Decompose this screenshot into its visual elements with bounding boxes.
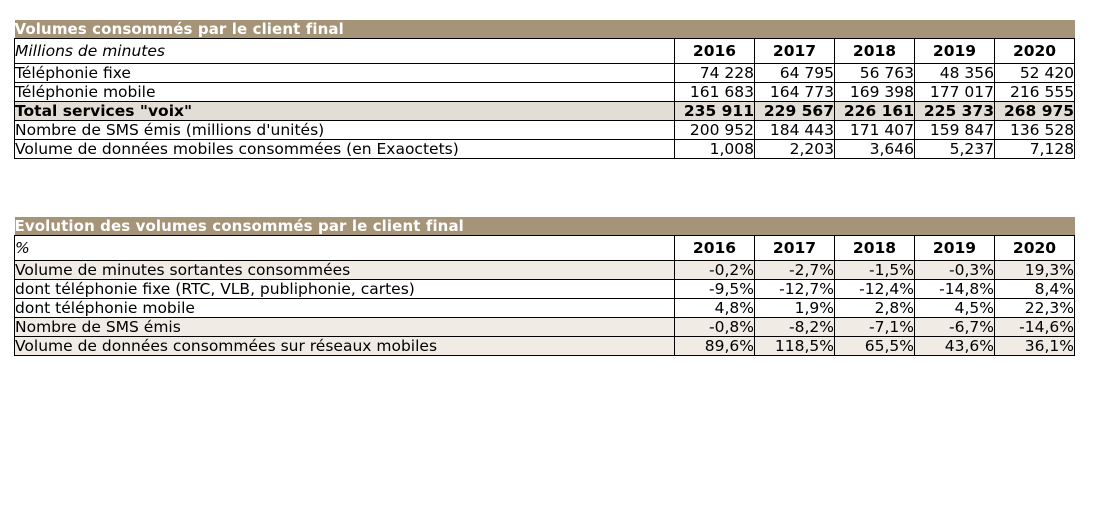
row-value: 56 763: [835, 64, 915, 83]
document-body: [14, 20, 1078, 356]
table-evolution-volumes: [14, 217, 1075, 356]
table-title-row: [15, 20, 1075, 39]
table-row: [15, 280, 1075, 299]
row-value: 43,6%: [915, 337, 995, 356]
column-header-year: 2020: [995, 236, 1075, 261]
row-value: -8,2%: [755, 318, 835, 337]
row-value: -12,4%: [835, 280, 915, 299]
row-value: 36,1%: [995, 337, 1075, 356]
row-value: 4,8%: [675, 299, 755, 318]
row-value: 164 773: [755, 83, 835, 102]
row-label: Volume de données consommées sur réseaux mobiles: [15, 337, 675, 356]
row-value: 48 356: [915, 64, 995, 83]
row-value: 200 952: [675, 121, 755, 140]
row-value: 22,3%: [995, 299, 1075, 318]
row-label: Nombre de SMS émis: [15, 318, 675, 337]
table-header-row: [15, 236, 1075, 261]
row-value: 169 398: [835, 83, 915, 102]
row-label: Total services "voix": [15, 102, 675, 121]
table-row: [15, 299, 1075, 318]
table-header-row: [15, 39, 1075, 64]
row-value: -6,7%: [915, 318, 995, 337]
unit-label: %: [15, 236, 675, 261]
row-value: 52 420: [995, 64, 1075, 83]
row-value: -14,6%: [995, 318, 1075, 337]
table-row: [15, 261, 1075, 280]
row-value: 1,008: [675, 140, 755, 159]
row-value: -0,8%: [675, 318, 755, 337]
row-value: 64 795: [755, 64, 835, 83]
row-value: -14,8%: [915, 280, 995, 299]
row-value: 74 228: [675, 64, 755, 83]
row-value: 7,128: [995, 140, 1075, 159]
table-row: [15, 318, 1075, 337]
row-value: -9,5%: [675, 280, 755, 299]
row-value: 2,203: [755, 140, 835, 159]
row-label: dont téléphonie fixe (RTC, VLB, publiphonie, cartes): [15, 280, 675, 299]
table-title: Evolution des volumes consommés par le client final: [15, 217, 1075, 236]
table-row: [15, 83, 1075, 102]
column-header-year: 2017: [755, 236, 835, 261]
row-value: 3,646: [835, 140, 915, 159]
table-row: [15, 121, 1075, 140]
row-value: 216 555: [995, 83, 1075, 102]
row-value: 89,6%: [675, 337, 755, 356]
row-label: Volume de minutes sortantes consommées: [15, 261, 675, 280]
column-header-year: 2019: [915, 39, 995, 64]
column-header-year: 2018: [835, 236, 915, 261]
row-label: dont téléphonie mobile: [15, 299, 675, 318]
row-value: 229 567: [755, 102, 835, 121]
row-value: 161 683: [675, 83, 755, 102]
row-label: Nombre de SMS émis (millions d'unités): [15, 121, 675, 140]
column-header-year: 2017: [755, 39, 835, 64]
row-label: Volume de données mobiles consommées (en Exaoctets): [15, 140, 675, 159]
row-value: -0,3%: [915, 261, 995, 280]
row-value: 118,5%: [755, 337, 835, 356]
row-value: 177 017: [915, 83, 995, 102]
table-spacer: [14, 159, 1078, 217]
column-header-year: 2018: [835, 39, 915, 64]
row-value: 1,9%: [755, 299, 835, 318]
row-value: -12,7%: [755, 280, 835, 299]
row-label: Téléphonie fixe: [15, 64, 675, 83]
row-value: 65,5%: [835, 337, 915, 356]
table-row: [15, 337, 1075, 356]
row-value: -1,5%: [835, 261, 915, 280]
row-value: 226 161: [835, 102, 915, 121]
row-value: 136 528: [995, 121, 1075, 140]
row-value: 184 443: [755, 121, 835, 140]
row-value: 159 847: [915, 121, 995, 140]
row-value: 2,8%: [835, 299, 915, 318]
row-label: Téléphonie mobile: [15, 83, 675, 102]
row-value: 4,5%: [915, 299, 995, 318]
row-value: -2,7%: [755, 261, 835, 280]
column-header-year: 2020: [995, 39, 1075, 64]
row-value: -0,2%: [675, 261, 755, 280]
column-header-year: 2019: [915, 236, 995, 261]
unit-label: Millions de minutes: [15, 39, 675, 64]
row-value: -7,1%: [835, 318, 915, 337]
row-value: 225 373: [915, 102, 995, 121]
row-value: 268 975: [995, 102, 1075, 121]
column-header-year: 2016: [675, 236, 755, 261]
row-value: 171 407: [835, 121, 915, 140]
row-value: 5,237: [915, 140, 995, 159]
column-header-year: 2016: [675, 39, 755, 64]
table-title-row: [15, 217, 1075, 236]
row-value: 8,4%: [995, 280, 1075, 299]
table-row: [15, 140, 1075, 159]
table-title: Volumes consommés par le client final: [15, 20, 1075, 39]
table-row: [15, 64, 1075, 83]
row-value: 235 911: [675, 102, 755, 121]
table-row-total: [15, 102, 1075, 121]
row-value: 19,3%: [995, 261, 1075, 280]
table-volumes-consommes: [14, 20, 1075, 159]
